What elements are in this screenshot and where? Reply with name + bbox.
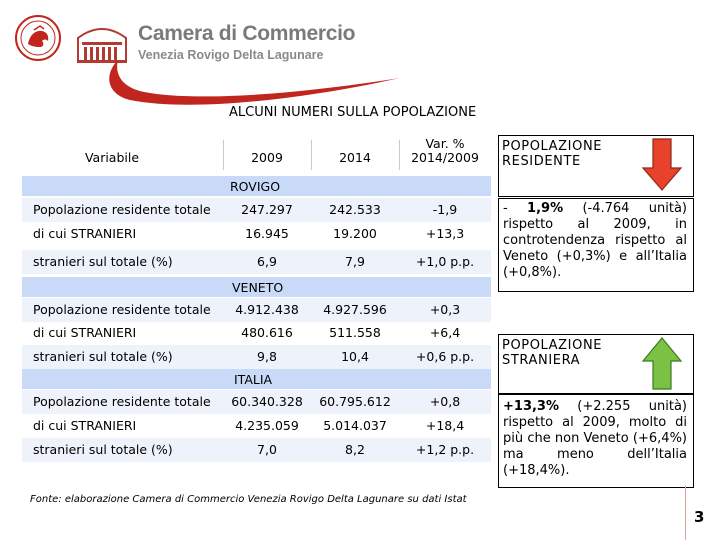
value-2009: 9,8	[257, 349, 277, 364]
straniera-header-box	[498, 334, 694, 394]
row-label: di cui STRANIERI	[33, 325, 137, 340]
section-band-veneto	[22, 277, 491, 297]
row-label: stranieri sul totale (%)	[33, 442, 173, 457]
residente-header-box	[498, 135, 694, 197]
footer-source: Fonte: elaborazione Camera di Commercio Venezia Rovigo Delta Lagunare su dati Istat	[30, 494, 467, 505]
row-label: Popolazione residente totale	[33, 394, 211, 409]
value-2009: 247.297	[241, 202, 293, 217]
table-row	[22, 438, 491, 462]
straniera-title-line2: STRANIERA	[502, 353, 581, 368]
row-label: Popolazione residente totale	[33, 202, 211, 217]
table-row	[22, 250, 491, 274]
row-label: stranieri sul totale (%)	[33, 254, 173, 269]
section-label: ROVIGO	[230, 179, 281, 194]
section-label: ITALIA	[234, 372, 273, 387]
table-row	[22, 198, 491, 222]
value-2014: 5.014.037	[323, 418, 387, 433]
section-band-italia	[22, 369, 491, 389]
down-arrow-icon	[641, 138, 683, 192]
value-2014: 10,4	[341, 349, 369, 364]
column-header-variation-line2: 2014/2009	[411, 150, 479, 165]
table-row	[22, 345, 491, 369]
straniera-highlight: +13,3%	[503, 399, 559, 414]
table-row	[22, 414, 491, 438]
column-divider	[311, 140, 312, 170]
value-2009: 60.340.328	[231, 394, 303, 409]
straniera-text	[503, 399, 687, 479]
column-header-2009: 2009	[251, 150, 283, 165]
residente-title	[502, 139, 602, 169]
row-label: di cui STRANIERI	[33, 226, 137, 241]
value-2014: 4.927.596	[323, 302, 387, 317]
page-title: ALCUNI NUMERI SULLA POPOLAZIONE	[229, 105, 477, 120]
residente-highlight: 1,9%	[527, 201, 564, 216]
straniera-title	[502, 338, 602, 368]
residente-dash: -	[503, 201, 528, 216]
value-2009: 4.912.438	[235, 302, 299, 317]
table-row	[22, 298, 491, 322]
row-label: Popolazione residente totale	[33, 302, 211, 317]
table-row	[22, 390, 491, 414]
value-2014: 7,9	[345, 254, 365, 269]
residente-title-line1: POPOLAZIONE	[502, 139, 603, 154]
residente-text	[503, 201, 687, 281]
value-variation: +6,4	[429, 325, 461, 340]
column-header-variabile: Variabile	[84, 150, 140, 165]
building-icon	[74, 18, 130, 64]
value-2014: 511.558	[329, 325, 381, 340]
brand-subtitle: Venezia Rovigo Delta Lagunare	[138, 48, 324, 62]
section-label: VENETO	[232, 280, 284, 295]
column-divider	[223, 140, 224, 170]
residente-body: (-4.764 unità) rispetto al 2009, in controtendenza rispetto al Veneto (+0,3%) e all’Italia (+0,8%).	[503, 201, 687, 280]
row-label: stranieri sul totale (%)	[33, 349, 173, 364]
column-header-2014: 2014	[339, 150, 371, 165]
up-arrow-icon	[641, 337, 683, 391]
table-row	[22, 222, 491, 246]
value-variation: +18,4	[425, 418, 465, 433]
corner-divider	[685, 486, 686, 540]
value-2009: 4.235.059	[235, 418, 299, 433]
column-header-variation-line1: Var. %	[425, 136, 465, 151]
column-divider	[399, 140, 400, 170]
column-header-variation	[399, 137, 491, 165]
row-label: di cui STRANIERI	[33, 418, 137, 433]
value-2014: 19.200	[333, 226, 377, 241]
value-2014: 8,2	[345, 442, 365, 457]
brand-title: Camera di Commercio	[138, 22, 356, 45]
value-variation: +0,8	[429, 394, 461, 409]
value-variation: -1,9	[432, 202, 458, 217]
value-variation: +0,6 p.p.	[415, 349, 475, 364]
value-2014: 60.795.612	[319, 394, 391, 409]
value-2014: 242.533	[329, 202, 381, 217]
straniera-title-line1: POPOLAZIONE	[502, 338, 603, 353]
residente-text-box	[498, 198, 694, 292]
value-variation: +0,3	[429, 302, 461, 317]
value-2009: 16.945	[245, 226, 289, 241]
value-2009: 6,9	[257, 254, 277, 269]
value-variation: +1,0 p.p.	[415, 254, 475, 269]
value-variation: +13,3	[425, 226, 465, 241]
value-2009: 7,0	[257, 442, 277, 457]
table-row	[22, 321, 491, 345]
residente-title-line2: RESIDENTE	[502, 154, 581, 169]
value-variation: +1,2 p.p.	[415, 442, 475, 457]
page-number: 3	[694, 508, 705, 526]
brand-swoosh	[100, 60, 400, 106]
value-2009: 480.616	[241, 325, 293, 340]
straniera-body: (+2.255 unità) rispetto al 2009, molto di più che non Veneto (+6,4%) ma meno dell’Italia (+18,4%).	[503, 399, 687, 478]
lion-seal-icon	[14, 14, 62, 62]
straniera-text-box	[498, 394, 694, 488]
section-band-rovigo	[22, 176, 491, 196]
